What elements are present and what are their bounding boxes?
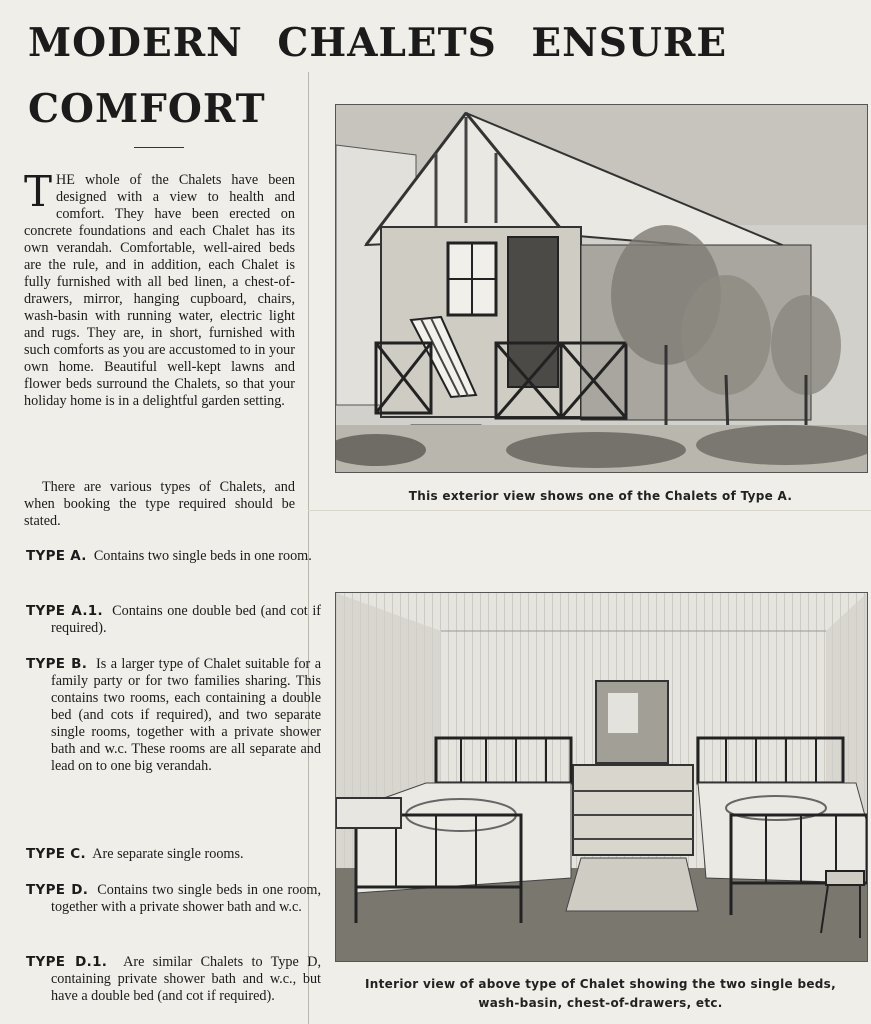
interior-caption-line-2: wash-basin, chest-of-drawers, etc. xyxy=(478,996,723,1010)
intro-text: HE whole of the Chalets have been designed with a view to health and comfort. They have been erected on concrete foundations and each Chalet has its own verandah. Comfortable, well-aired beds are the rule, and in addition, each Chalet is fully furnished with all bed linen, a chest-of-drawers, mirror, hanging cupboard, chairs, wash-basin with running water, electric light and rugs. They are, in short, furnished with such comforts as you are accustomed to in your own home. Beautiful well-kept lawns and flower beds surround the Chalets, so that your holiday home is in a delightful garden setting. xyxy=(24,172,295,409)
type-entry-d xyxy=(26,882,321,916)
type-text: Contains two single beds in one room. xyxy=(93,548,312,564)
type-label: TYPE A.1. xyxy=(26,603,103,619)
type-entry-d1 xyxy=(26,954,321,1005)
type-entry-a xyxy=(26,548,321,565)
exterior-chalet-illustration xyxy=(336,105,867,472)
exterior-caption: This exterior view shows one of the Chalets of Type A. xyxy=(408,489,793,503)
type-entry-c xyxy=(26,846,321,863)
type-entry-a1 xyxy=(26,603,321,637)
exterior-chalet-photo xyxy=(335,104,868,473)
interior-chalet-illustration xyxy=(336,593,867,961)
type-text: Contains one double bed (and cot if required). xyxy=(51,603,322,636)
type-text: Are separate single rooms. xyxy=(92,846,244,862)
interior-caption xyxy=(335,975,866,1013)
interior-chalet-photo xyxy=(335,592,868,962)
interior-caption-line-1: Interior view of above type of Chalet showing the two single beds, xyxy=(365,977,836,991)
types-intro-paragraph: There are various types of Chalets, and when booking the type required should be stated. xyxy=(24,479,295,529)
type-label: TYPE A. xyxy=(26,548,87,564)
type-label: TYPE D. xyxy=(26,882,89,898)
type-text: Are similar Chalets to Type D, containing private shower bath and w.c., but have a double bed (and cot if required). xyxy=(51,954,321,1004)
type-label: TYPE B. xyxy=(26,656,88,672)
headline-line-2: COMFORT xyxy=(28,86,266,132)
type-label: TYPE D.1. xyxy=(26,954,108,970)
type-text: Contains two single beds in one room, together with a private shower bath and w.c. xyxy=(51,882,322,915)
drop-cap: T xyxy=(24,167,53,216)
type-entry-b xyxy=(26,656,321,775)
intro-paragraph xyxy=(24,167,295,410)
paper-fold-line xyxy=(308,510,871,511)
type-label: TYPE C. xyxy=(26,846,86,862)
headline-line-1: MODERN CHALETS ENSURE xyxy=(28,20,728,66)
type-text: Is a larger type of Chalet suitable for a family party or for two families sharing. This contains two rooms, each containing a double bed (and cots if required), and two separate single rooms, together with a private shower bath and w.c. These rooms are all separate and lead on to one big verandah. xyxy=(51,656,321,774)
title-rule xyxy=(134,147,184,148)
